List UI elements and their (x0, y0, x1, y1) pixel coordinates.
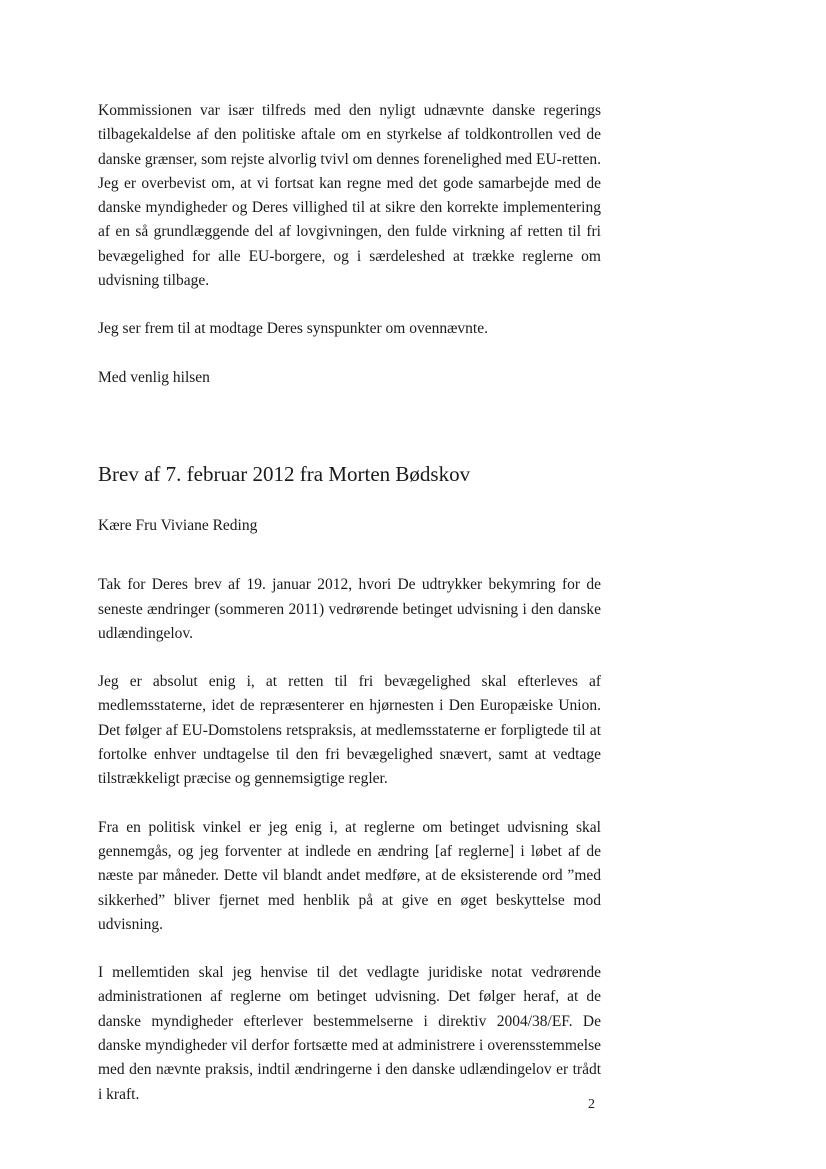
paragraph-5: Fra en politisk vinkel er jeg enig i, at reglerne om betinget udvisning skal gennemgås, og jeg forventer at indlede en ændring [af reglerne] i løbet af de næste par måneder. Dette vil blandt andet medføre, at de eksisterende ord ”med sikkerhed” bliver fjernet med henblik på at give en øget beskyttelse mod udvisning. (98, 818, 601, 933)
salutation: Kære Fru Viviane Reding (98, 516, 258, 534)
letter-heading: Brev af 7. februar 2012 fra Morten Bødskov (98, 461, 471, 486)
paragraph-1: Kommissionen var især tilfreds med den nyligt udnævnte danske regerings tilbagekaldelse af den politiske aftale om en styrkelse af toldkontrollen ved de danske grænser, som rejste alvorlig tvivl om dennes forenelighed med EU-retten. Jeg er overbevist om, at vi fortsat kan regne med det gode samarbejde med de danske myndigheder og Deres villighed til at sikre den korrekte implementering af en så grundlæggende del af lovgivningen, den fulde virkning af retten til fri bevægelighed for alle EU-borgere, og i særdeleshed at trække reglerne om udvisning tilbage. (98, 102, 601, 290)
paragraph-2: Jeg ser frem til at modtage Deres synspunkter om ovennævnte. (98, 320, 488, 338)
paragraph-6: I mellemtiden skal jeg henvise til det vedlagte juridiske notat vedrørende administrationen af reglerne om betinget udvisning. Det følger heraf, at de danske myndigheder efterlever bestemmelserne i direktiv 2004/38/EF. De danske myndigheder vil derfor fortsætte med at administrere i overensstemmelse med den nævnte praksis, indtil ændringerne i den danske udlændingelov er trådt i kraft. (98, 964, 601, 1103)
paragraph-4: Jeg er absolut enig i, at retten til fri bevægelighed skal efterleves af medlemsstaterne, idet de repræsenterer en hjørnesten i Den Europæiske Union. Det følger af EU-Domstolens retspraksis, at medlemsstaterne er forpligtede til at fortolke enhver undtagelse til den fri bevægelighed snævert, samt at vedtage tilstrækkeligt præcise og gennemsigtige regler. (98, 673, 601, 788)
page-number: 2 (588, 1097, 595, 1112)
closing: Med venlig hilsen (98, 368, 210, 386)
document-page (98, 99, 601, 1107)
paragraph-3: Tak for Deres brev af 19. januar 2012, hvori De udtrykker bekymring for de seneste ændringer (sommeren 2011) vedrørende betinget udvisning i den danske udlændingelov. (98, 576, 601, 642)
